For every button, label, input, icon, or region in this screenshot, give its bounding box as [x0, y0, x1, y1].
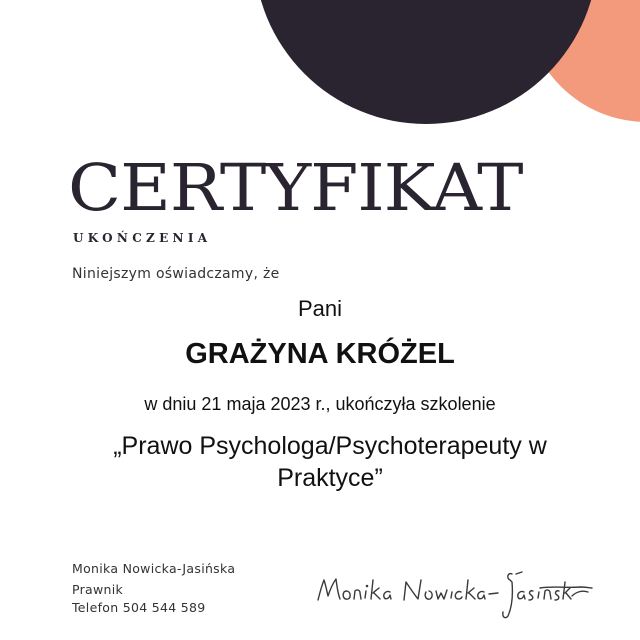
- handwritten-signature: [300, 552, 600, 622]
- signer-name: Monika Nowicka-Jasińska: [72, 561, 236, 576]
- course-title: „Prawo Psychologa/Psychoterapeuty w Praktyce”: [113, 432, 547, 492]
- certificate-subtitle: UKOŃCZENIA: [73, 231, 212, 245]
- recipient-name: GRAŻYNA KRÓŻEL: [185, 338, 455, 370]
- certificate-title: CERTYFIKAT: [68, 151, 523, 226]
- completion-text: w dniu 21 maja 2023 r., ukończyła szkolenie: [144, 394, 496, 414]
- dark-circle: [254, 0, 598, 124]
- salutation: Pani: [297, 296, 343, 321]
- signer-phone: Telefon 504 544 589: [72, 600, 206, 615]
- signer-role: Prawnik: [72, 582, 124, 597]
- intro-text: Niniejszym oświadczamy, że: [72, 266, 280, 282]
